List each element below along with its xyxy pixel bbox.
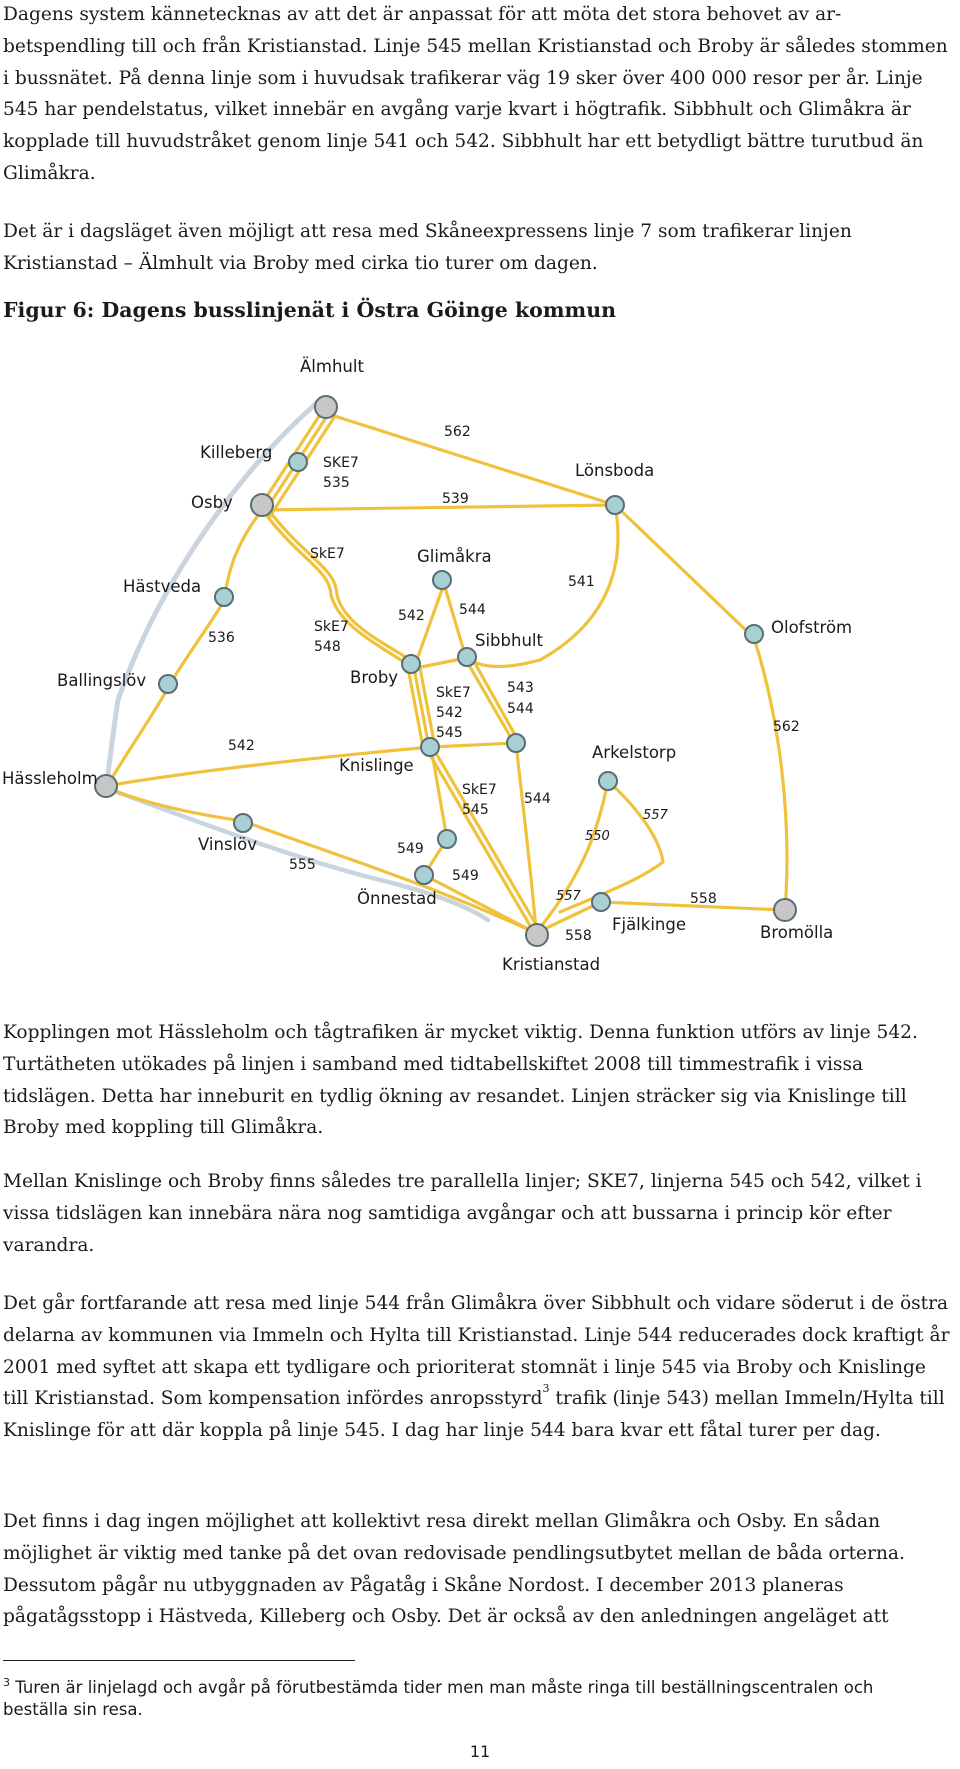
stop-marker-olofstrom (745, 625, 763, 643)
route-539-line (262, 505, 615, 510)
stop-label-sibbhult: Sibbhult (475, 631, 543, 650)
stop-label-hastveda: Hästveda (123, 577, 202, 596)
route-label: SkE7 (462, 782, 497, 798)
bus-network-map (0, 340, 960, 985)
route-label: 562 (773, 719, 800, 735)
route-label: 539 (442, 491, 469, 507)
route-label: SkE7 (314, 619, 349, 635)
route-label: 535 (323, 475, 350, 491)
stop-label-onnestad: Önnestad (357, 889, 437, 908)
footnote (3, 1677, 943, 1721)
stop-label-fjalkinge: Fjälkinge (612, 915, 686, 934)
route-label: 545 (462, 802, 489, 818)
route-542-line (414, 584, 444, 668)
footnote-number: 3 (3, 1676, 10, 1689)
footnote-separator (3, 1660, 355, 1661)
route-label: 558 (690, 891, 717, 907)
route-label: 536 (208, 630, 235, 646)
route-label: 557 (556, 889, 581, 904)
stop-marker-almhult (315, 396, 337, 418)
stop-label-osby: Osby (191, 493, 233, 512)
page-number: 11 (469, 1742, 491, 1761)
route-label: 543 (507, 680, 534, 696)
route-label: 549 (397, 841, 424, 857)
stop-label-hassleholm: Hässleholm (2, 769, 98, 788)
stop-marker-osby (251, 494, 273, 516)
stop-label-arkelstorp: Arkelstorp (592, 743, 677, 762)
route-label: 545 (436, 725, 463, 741)
route-label: 562 (444, 424, 471, 440)
route-label: 544 (524, 791, 551, 807)
route-label: 542 (228, 738, 255, 754)
paragraph-hassleholm: Kopplingen mot Hässleholm och tågtrafiken är mycket viktig. Denna funktion utförs av linje 542. Turtätheten utökades på linjen i samband med tidtabellskiftet 2008 till timmestrafik i vissa tidslägen. Detta har inneburit en tydlig ökning av resandet. Linjen sträcker sig via Knislinge till Broby med koppling till Glimåkra. (3, 1022, 918, 1139)
stop-marker-killeberg (289, 453, 307, 471)
stop-label-bromolla: Bromölla (760, 923, 834, 942)
route-label: 544 (459, 602, 486, 618)
stop-marker-ballingslov (159, 675, 177, 693)
stop-marker (507, 734, 525, 752)
paragraph-line-544 (3, 1288, 953, 1447)
route-544-line (444, 584, 466, 658)
route-543-line (431, 743, 516, 747)
route-label: 549 (452, 868, 479, 884)
route-label: 548 (314, 639, 341, 655)
footnote-reference: 3 (542, 1382, 550, 1396)
route-label: SKE7 (323, 455, 359, 471)
paragraph-text: trafik (linje 543) mellan Immeln/Hylta till Knislinge för att där koppla på linje 545. I dag har linje 544 bara kvar ett fåtal turer per dag. (3, 1388, 945, 1442)
stop-label-vinslov: Vinslöv (198, 835, 258, 854)
stop-label-kristianstad: Kristianstad (502, 955, 601, 974)
stop-label-knislinge: Knislinge (339, 756, 414, 775)
stop-marker-hassleholm (95, 775, 117, 797)
route-548-line (270, 512, 416, 664)
paragraph-text: Det går fortfarande att resa med linje 544 från Glimåkra över Sibbhult och vidare söderut i de östra delarna av kommunen via Immeln och Hylta till Kristianstad. Linje 544 reducerades dock kraftigt år 2001 med syftet att skapa ett tydligare och prioriterat stomnät i linje 545 via Broby och Knislinge till Kristianstad. Som kompensation infördes anropsstyrd (3, 1293, 950, 1410)
stop-label-killeberg: Killeberg (200, 443, 273, 462)
stop-marker-broby (402, 655, 420, 673)
paragraph-glimakra-osby: Det finns i dag ingen möjlighet att kollektivt resa direkt mellan Glimåkra och Osby. En sådan möjlighet är viktig med tanke på det ovan redovisade pendlingsutbytet mellan de båda orterna. Dessutom pågår nu utbyggnaden av Pågatåg i Skåne Nordost. I december 2013 planeras pågatågsstopp i Hästveda, Killeberg och Osby. Det är också av den anledningen angeläget att (3, 1511, 905, 1628)
stop-marker-kristianstad (526, 924, 548, 946)
route-label: 550 (585, 829, 610, 844)
route-label: 542 (436, 705, 463, 721)
stop-label-broby: Broby (350, 668, 399, 687)
stop-label-glimakra: Glimåkra (417, 547, 492, 566)
route-label: 555 (289, 857, 316, 873)
stop-marker-sibbhult (458, 648, 476, 666)
stop-label-lonsboda: Lönsboda (575, 461, 655, 480)
route-544-line (516, 743, 536, 930)
route-562-line (615, 505, 754, 638)
stop-label-almhult: Älmhult (300, 357, 364, 376)
stop-marker-bromolla (774, 899, 796, 921)
route-label: 542 (398, 608, 425, 624)
stop-marker-fjalkinge (592, 893, 610, 911)
route-label: SkE7 (310, 546, 345, 562)
route-label: 541 (568, 574, 595, 590)
stop-marker-arkelstorp (599, 772, 617, 790)
route-label: 557 (643, 808, 668, 823)
footnote-text: Turen är linjelagd och avgår på förutbestämda tider men man måste ringa till beställningscentralen och beställa sin resa. (3, 1678, 874, 1719)
stop-label-olofstrom: Olofström (771, 618, 853, 637)
paragraph-intro: Dagens system kännetecknas av att det är anpassat för att möta det stora behovet av ar-betspendling till och från Kristianstad. Linje 545 mellan Kristianstad och Broby är således stommen i bussnätet. På denna linje som i huvudsak trafikerar väg 19 sker över 400 000 resor per år. Linje 545 har pendelstatus, vilket innebär en avgång varje kvart i högtrafik. Sibbhult och Glimåkra är kopplade till huvudstråket genom linje 541 och 542. Sibbhult har ett betydligt bättre turutbud än Glimåkra. (3, 4, 948, 184)
stop-marker-glimakra (433, 571, 451, 589)
route-label: 558 (565, 928, 592, 944)
stop-marker-onnestad (415, 866, 433, 884)
stop-marker-hastveda (215, 588, 233, 606)
paragraph-parallel-lines: Mellan Knislinge och Broby finns således tre parallella linjer; SKE7, linjerna 545 och 542, vilket i vissa tidslägen kan innebära nära nog samtidiga avgångar och att bussarna i princip kör efter varandra. (3, 1171, 922, 1256)
stop-label-ballingslov: Ballingslöv (57, 671, 147, 690)
route-562-line (754, 638, 787, 910)
route-544-line (472, 658, 519, 742)
paragraph-skaneexpressen: Det är i dagsläget även möjligt att resa med Skåneexpressens linje 7 som trafikerar linjen Kristianstad – Älmhult via Broby med cirka tio turer om dagen. (3, 221, 852, 274)
route-label: 544 (507, 701, 534, 717)
stop-marker-vinslov (234, 814, 252, 832)
route-label: SkE7 (436, 685, 471, 701)
figure-caption: Figur 6: Dagens busslinjenät i Östra Göinge kommun (3, 298, 617, 322)
stop-marker (438, 830, 456, 848)
stop-marker-lonsboda (606, 496, 624, 514)
